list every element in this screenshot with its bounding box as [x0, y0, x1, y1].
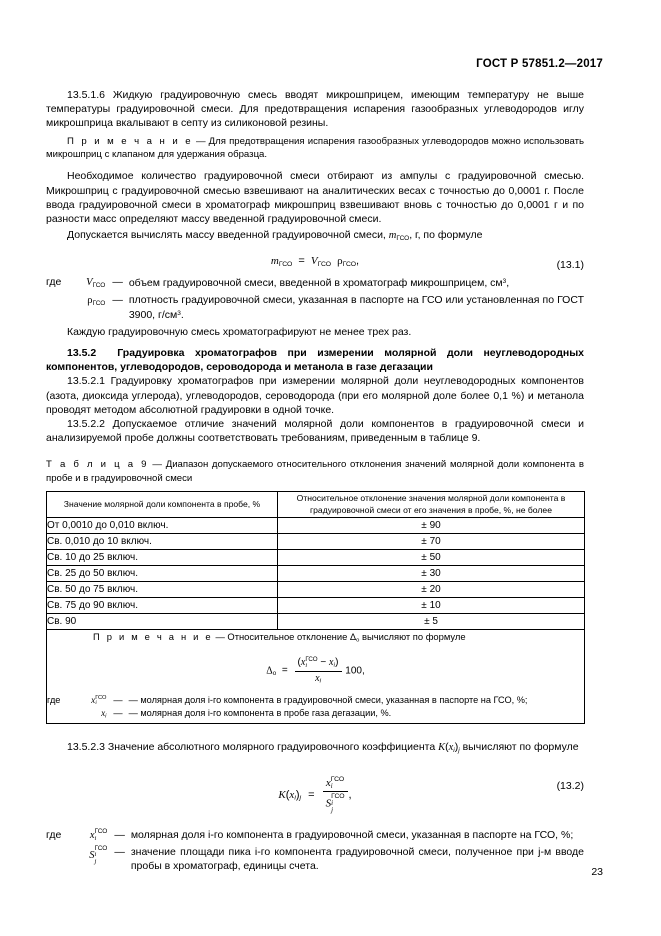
allowed-mass-text-post: , г, по формуле [409, 229, 483, 242]
note-paragraph-1 [46, 135, 584, 162]
paragraph-13-5-2-1: 13.5.2.1 Градуировку хроматографов при измерении молярной доли неуглеводородных компонентов (азота, диоксида углерода), углеводородов, сероводорода (при его молярной доле более 0,1 %) и метанола проводят методом абсолютной градуировки в одной точке. [46, 375, 584, 416]
note-formula-delta: Δ [266, 665, 273, 677]
table-note-text-end: вычисляют по формуле [359, 630, 466, 642]
table-9-caption [46, 458, 584, 484]
table-note-delta-sub: о [356, 637, 360, 644]
definition-text-v-gso: объем градуировочной смеси, введенной в хроматограф микрошприцем, $см^3$, [128, 277, 510, 290]
table-9 [46, 491, 585, 725]
paragraph-13-5-2-3 [46, 740, 584, 758]
definitions-formula-13-1 [46, 275, 584, 323]
paragraph-13-5-2-3-pre: 13.5.2.3 Значение абсолютного молярного градуировочного коэффициента [67, 741, 439, 754]
definition-dash-4: — [114, 846, 125, 859]
heading-13-5-2 [46, 346, 584, 374]
table-cell-range: Св. 0,010 до 10 включ. [47, 533, 278, 549]
paragraph-each-mixture: Каждую градуировочную смесь хроматографируют не менее трех раз. [67, 325, 412, 338]
formula-13-1-number: (13.1) [556, 259, 584, 272]
table-note-cell [47, 629, 585, 724]
note-formula-hundred: 100, [345, 665, 365, 677]
formula-13-1-m-sub: ГСО [278, 261, 293, 269]
paragraph-quantity: Необходимое количество градуировочной смеси отбирают из ампулы с градуировочной смесью. Микрошприц с градуировочной смесью взвешивают на аналитических весах с точностью до 0,0001 г. После ввода градуировочной смеси в хроматограф микрошприц взвешивают вновь с точностью до 0,0001 г и по разности масс определяют массу введенной градуировочной смеси. [46, 170, 584, 226]
table-row [47, 517, 585, 533]
note-definitions-lead: где [47, 695, 61, 706]
inline-symbol-m-gso: $m_{ГСО}$ [388, 230, 410, 243]
inline-symbol-k-xi-j: $K(x_i)_j$ [438, 741, 460, 755]
definition-row-rho-gso [46, 293, 584, 323]
note-formula-delta-sub: о [272, 670, 277, 678]
formula-13-2-comma: , [348, 789, 352, 801]
table-header-row [47, 491, 585, 517]
table-column-header-range: Значение молярной доли компонента в пробе, % [47, 491, 278, 517]
formula-13-2-number: (13.2) [556, 780, 584, 793]
table-9-caption-text: — Диапазон допускаемого относительного отклонения значений молярной доли компонента в пробе и в градуировочной смеси [46, 459, 584, 484]
paragraph-allowed-mass [46, 228, 584, 246]
table-9-body [47, 517, 585, 724]
formula-13-2-denominator: S ГСО i j [323, 791, 348, 814]
definition-symbol-v-gso: $V_{ГСО}$ [86, 277, 106, 289]
table-cell-range: Св. 25 до 50 включ. [47, 565, 278, 581]
table-note-label: П р и м е ч а н и е [93, 630, 213, 642]
formula-13-1-rho: ρ [337, 255, 343, 268]
note-label-1: П р и м е ч а н и е [67, 135, 193, 147]
heading-13-5-2-number: 13.5.2 [67, 346, 97, 359]
definitions-formula-13-2 [46, 828, 584, 874]
formula-13-2-equals: = [308, 789, 315, 801]
note-formula-equals: = [281, 665, 288, 677]
definition-symbol-x-gso-2: x ГСО i [89, 828, 108, 842]
note-definition-dash-1: — [113, 695, 123, 706]
page-content [46, 88, 584, 874]
note-definition-row-x-i [47, 707, 584, 723]
definition-dash-2: — [112, 294, 123, 307]
definition-row-x-gso-2 [46, 828, 584, 843]
formula-13-1 [46, 255, 584, 272]
table-cell-deviation: ± 20 [278, 581, 585, 597]
note-definition-row-x-gso [47, 694, 584, 707]
table-note-heading [47, 630, 584, 648]
definition-row-s-gso [46, 845, 584, 873]
formula-13-1-m: m [270, 255, 279, 268]
table-cell-deviation: ± 30 [278, 565, 585, 581]
heading-13-5-2-text: Градуировка хроматографов при измерении молярной доли неуглеводородных компонентов, углеводородов, сероводорода и метанола в газе дегазации [46, 346, 585, 374]
table-row [47, 565, 585, 581]
note-definition-text-1: — молярная доля i-го компонента в градуировочной смеси, указанная в паспорте на ГСО, %; [128, 695, 528, 706]
table-note-row [47, 629, 585, 724]
table-row [47, 597, 585, 613]
formula-13-1-rho-sub: ГСО [342, 261, 357, 269]
table-row [47, 613, 585, 629]
definition-text-s-gso: значение площади пика i-го компонента градуировочной смеси, полученное при j-м вводе пробы в хроматограф, единицы счета. [130, 846, 584, 873]
table-cell-range: От 0,0010 до 0,010 включ. [47, 517, 278, 533]
paragraph-13-5-1-6: 13.5.1.6 Жидкую градуировочную смесь вводят микрошприцем, имеющим температуру не выше температуры градуировочной смеси. Для предотвращения испарения газообразных углеводородов иглу микрошприца вкалывают в септу из силиконовой резины. [46, 89, 584, 130]
table-cell-deviation: ± 10 [278, 597, 585, 613]
definition-symbol-rho-gso: $\rho_{ГСО}$ [87, 295, 106, 307]
table-cell-range: Св. 50 до 75 включ. [47, 581, 278, 597]
definition-text-x-gso-2: молярная доля i-го компонента в градуировочной смеси, указанная в паспорте на ГСО, %; [130, 828, 574, 841]
table-9-head [47, 491, 585, 517]
note-formula-fraction [295, 656, 342, 685]
note-definition-text-2: — молярная доля i-го компонента в пробе газа дегазации, %. [128, 708, 392, 719]
note-text-1: — Для предотвращения испарения газообразных углеводородов можно использовать микрошприц с клапаном для удержания образца. [46, 135, 585, 161]
definitions-lead-1: где [46, 276, 62, 289]
formula-13-1-v-sub: ГСО [317, 261, 332, 269]
paragraph-13-5-2-3-post: вычисляют по формуле [459, 741, 579, 754]
definition-dash-1: — [112, 276, 123, 289]
table-cell-deviation: ± 50 [278, 549, 585, 565]
table-row [47, 533, 585, 549]
table-cell-range: Св. 90 [47, 613, 278, 629]
page-header-standard-number: ГОСТ Р 57851.2—2017 [476, 58, 603, 70]
table-row [47, 549, 585, 565]
definitions-lead-2: где [46, 828, 62, 841]
table-note-text: — Относительное отклонение Δ [215, 630, 357, 642]
definition-row-v-gso [46, 275, 584, 293]
formula-13-1-v: V [310, 255, 318, 268]
table-cell-deviation: ± 5 [278, 613, 585, 629]
note-formula-numerator: (x ГСО i − $x_i$) [297, 655, 339, 669]
table-9-caption-label: Т а б л и ц а 9 [46, 459, 149, 471]
table-cell-range: Св. 75 до 90 включ. [47, 597, 278, 613]
formula-13-1-comma: , [356, 255, 360, 268]
paragraph-13-5-2-2: 13.5.2.2 Допускаемое отличие значений молярной доли компонентов в градуировочной смеси и анализируемой пробе должны соответствовать требованиям, приведенным в таблице 9. [46, 417, 584, 445]
table-note-formula [47, 656, 584, 685]
table-row [47, 581, 585, 597]
page-number: 23 [591, 866, 603, 878]
note-definition-symbol-x-gso: x ГСО i [91, 694, 107, 707]
formula-13-2-k: K [278, 789, 286, 801]
formula-13-2-numerator: x ГСО i [325, 775, 345, 790]
note-formula-denominator: $x_i$ [295, 671, 342, 686]
formula-13-2: $K(x_i)_j$ = x ГСО i S ГСО i j , (13.2) [278, 775, 584, 814]
table-cell-range: Св. 10 до 25 включ. [47, 549, 278, 565]
definition-text-rho-gso: плотность градуировочной смеси, указанная в паспорте на ГСО или установленная по ГОСТ 3900, $г/см^3$. [128, 294, 584, 322]
allowed-mass-text-pre: Допускается вычислять массу введенной градуировочной смеси, [67, 229, 389, 242]
formula-13-1-equals: = [298, 255, 305, 268]
table-cell-deviation: ± 70 [278, 533, 585, 549]
note-definition-dash-2: — [113, 708, 123, 719]
table-column-header-deviation: Относительное отклонение значения молярной доли компонента в градуировочной смеси от его значения в пробе, %, не более [278, 491, 585, 517]
definition-symbol-s-gso: S ГСО i j [89, 844, 108, 865]
note-definition-symbol-x-i: $x_i$ [101, 708, 107, 720]
definition-dash-3: — [114, 828, 125, 841]
table-cell-deviation: ± 90 [278, 517, 585, 533]
table-note-definitions [47, 694, 584, 723]
formula-13-2-fraction [323, 776, 348, 814]
